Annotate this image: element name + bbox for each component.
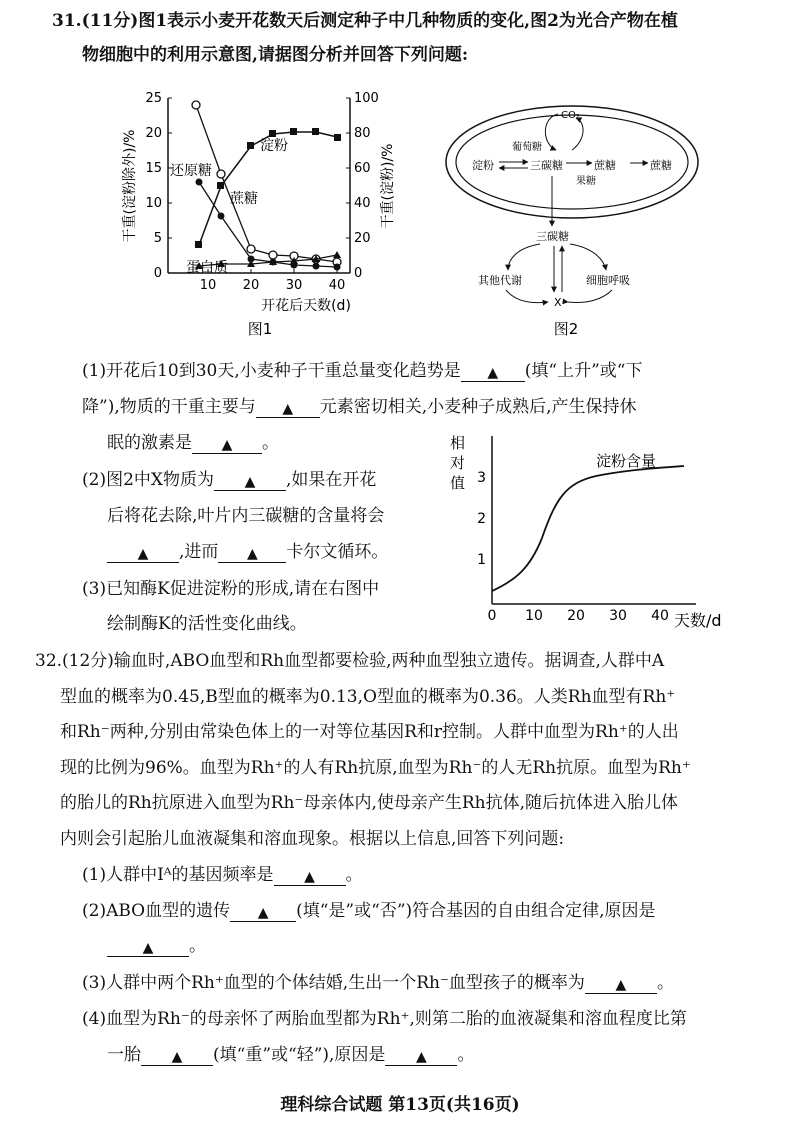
starch-label: 淀粉 xyxy=(472,159,494,172)
answer-blank[interactable]: ▲ xyxy=(107,542,179,563)
co2-label: CO₂ xyxy=(561,110,580,121)
q32-sub2-line1: (2)ABO血型的遗传 ▲ (填“是”或“否”)符合基因的自由组合定律,原因是 xyxy=(82,901,656,921)
fig1-left-tick: 20 xyxy=(145,126,162,141)
q31-part3-line1: (3)已知酶K促进淀粉的形成,请在右图中 xyxy=(82,579,380,599)
answer-blank[interactable]: ▲ xyxy=(107,936,189,957)
q32-sub2-line2: ▲ 。 xyxy=(107,935,206,957)
fig1-left-tick: 0 xyxy=(153,266,162,281)
fig1-sucrose-markers xyxy=(192,101,341,266)
q32-sub3: (3)人群中两个Rh⁺血型的个体结婚,生出一个Rh⁻血型孩子的概率为 ▲ 。 xyxy=(82,973,674,993)
fig3-y-tick: 3 xyxy=(477,470,486,486)
page-footer: 理科综合试题 第13页(共16页) xyxy=(280,1095,520,1115)
q32-line3: 和Rh⁻两种,分别由常染色体上的一对等位基因R和r控制。人群中血型为Rh⁺的人出 xyxy=(60,722,679,742)
fig1-label-sucrose: 蔗糖 xyxy=(230,191,258,207)
q32-sub4-line1: (4)血型为Rh⁻的母亲怀了两胎血型都为Rh⁺,则第二胎的血液凝集和溶血程度比第 xyxy=(82,1009,687,1029)
triose-label: 三碳糖 xyxy=(530,159,563,172)
fig1-x-tick: 30 xyxy=(285,278,303,293)
answer-blank[interactable]: ▲ xyxy=(141,1045,213,1066)
fig3-x-tick: 40 xyxy=(651,608,669,624)
fig1-label-starch: 淀粉 xyxy=(260,138,288,154)
q31-part2-line3: ▲ ,进而 ▲ 卡尔文循环。 xyxy=(107,541,388,563)
q32-line5: 的胎儿的Rh抗原进入血型为Rh⁻母亲体内,使母亲产生Rh抗体,随后抗体进入胎儿体 xyxy=(60,793,679,813)
fructose-label: 果糖 xyxy=(576,176,596,187)
fig1-right-tick: 20 xyxy=(354,231,371,246)
q32-line4: 现的比例为96%。血型为Rh⁺的人有Rh抗原,血型为Rh⁻的人无Rh抗原。血型为Rh⁺ xyxy=(60,758,691,778)
answer-blank[interactable]: ▲ xyxy=(230,901,296,922)
answer-blank[interactable]: ▲ xyxy=(218,542,286,563)
fig3-x-tick: 20 xyxy=(567,608,585,624)
answer-blank[interactable]: ▲ xyxy=(585,973,657,994)
fig3-y-label: 值 xyxy=(450,474,466,492)
x-label: X xyxy=(554,296,562,309)
q32-sub1: (1)人群中Iᴬ的基因频率是 ▲ 。 xyxy=(82,865,363,885)
other-metabolism-label: 其他代谢 xyxy=(478,274,522,287)
fig3-y-tick: 2 xyxy=(477,511,486,527)
q31-part1-line2: 降”),物质的干重主要与 ▲ 元素密切相关,小麦种子成熟后,产生保持休 xyxy=(82,397,637,417)
fig1-right-tick: 0 xyxy=(354,266,363,281)
q31-part2-line1: (2)图2中X物质为 ▲ ,如果在开花 xyxy=(82,470,377,490)
fig1-right-tick: 100 xyxy=(354,91,379,106)
answer-blank[interactable]: ▲ xyxy=(461,361,525,382)
fig1-x-tick: 20 xyxy=(242,278,260,293)
fig3-y-label: 对 xyxy=(450,454,466,472)
figure-2-diagram xyxy=(436,92,716,342)
glucose-label: 葡萄糖 xyxy=(512,142,542,153)
fig3-x-tick: 0 xyxy=(487,608,497,624)
fig1-left-tick: 25 xyxy=(145,91,162,106)
fig1-label-protein: 蛋白质 xyxy=(186,260,228,276)
answer-blank[interactable]: ▲ xyxy=(274,865,346,886)
fig1-x-axis-label: 开花后天数(d) xyxy=(261,298,351,314)
fig1-left-tick: 10 xyxy=(145,196,162,211)
fig3-y-tick: 1 xyxy=(477,552,486,568)
cell-triose-label: 三碳糖 xyxy=(536,230,569,243)
sucrose-label-1: 蔗糖 xyxy=(594,159,616,172)
fig1-right-axis-label: 干重(淀粉)/% xyxy=(380,143,396,229)
fig3-x-tick: 30 xyxy=(609,608,627,624)
answer-blank[interactable]: ▲ xyxy=(214,470,286,491)
fig1-left-axis-label: 干重(淀粉除外)/% xyxy=(122,129,138,243)
q32-sub4-line2: 一胎 ▲ (填“重”或“轻”),原因是 ▲ 。 xyxy=(107,1045,475,1065)
fig1-x-tick: 40 xyxy=(328,278,346,293)
fig1-right-tick: 40 xyxy=(354,196,371,211)
q32-line6: 内则会引起胎儿血液凝集和溶血现象。根据以上信息,回答下列问题: xyxy=(60,829,565,849)
cell-respiration-label: 细胞呼吸 xyxy=(586,274,630,287)
fig1-right-tick: 80 xyxy=(354,126,371,141)
figure-3-chart[interactable] xyxy=(446,428,746,633)
q31-part2-line2: 后将花去除,叶片内三碳糖的含量将会 xyxy=(107,506,385,526)
q31-part3-line2: 绘制酶K的活性变化曲线。 xyxy=(107,614,307,634)
fig1-x-tick: 10 xyxy=(199,278,217,293)
answer-blank[interactable]: ▲ xyxy=(385,1045,457,1066)
q31-intro-line2: 物细胞中的利用示意图,请据图分析并回答下列问题: xyxy=(82,45,469,65)
fig1-right-tick: 60 xyxy=(354,161,371,176)
fig1-caption: 图1 xyxy=(247,320,273,338)
q31-part1-line3: 眠的激素是 ▲ 。 xyxy=(107,433,279,453)
q31-intro-line1: 31.(11分)图1表示小麦开花数天后测定种子中几种物质的变化,图2为光合产物在植 xyxy=(52,11,678,31)
answer-blank[interactable]: ▲ xyxy=(256,397,320,418)
fig3-x-tick: 10 xyxy=(525,608,543,624)
fig3-curve-label: 淀粉含量 xyxy=(596,452,657,470)
figure-1-chart xyxy=(110,88,410,358)
fig1-left-tick: 15 xyxy=(145,161,162,176)
sucrose-label-2: 蔗糖 xyxy=(650,159,672,172)
fig3-starch-curve xyxy=(492,466,684,591)
q32-line2: 型血的概率为0.45,B型血的概率为0.13,O型血的概率为0.36。人类Rh血型有Rh⁺ xyxy=(60,687,676,707)
fig3-y-label: 相 xyxy=(450,434,466,452)
fig1-left-tick: 5 xyxy=(153,231,162,246)
fig2-caption: 图2 xyxy=(553,320,579,338)
fig3-x-label: 天数/d xyxy=(674,611,722,630)
answer-blank[interactable]: ▲ xyxy=(192,433,262,454)
q32-line1: 32.(12分)输血时,ABO血型和Rh血型都要检验,两种血型独立遗传。据调查,人群中A xyxy=(35,651,665,671)
fig1-label-reducing-sugar: 还原糖 xyxy=(170,163,212,179)
q31-part1-line1: (1)开花后10到30天,小麦种子干重总量变化趋势是 ▲ (填“上升”或“下 xyxy=(82,361,643,381)
